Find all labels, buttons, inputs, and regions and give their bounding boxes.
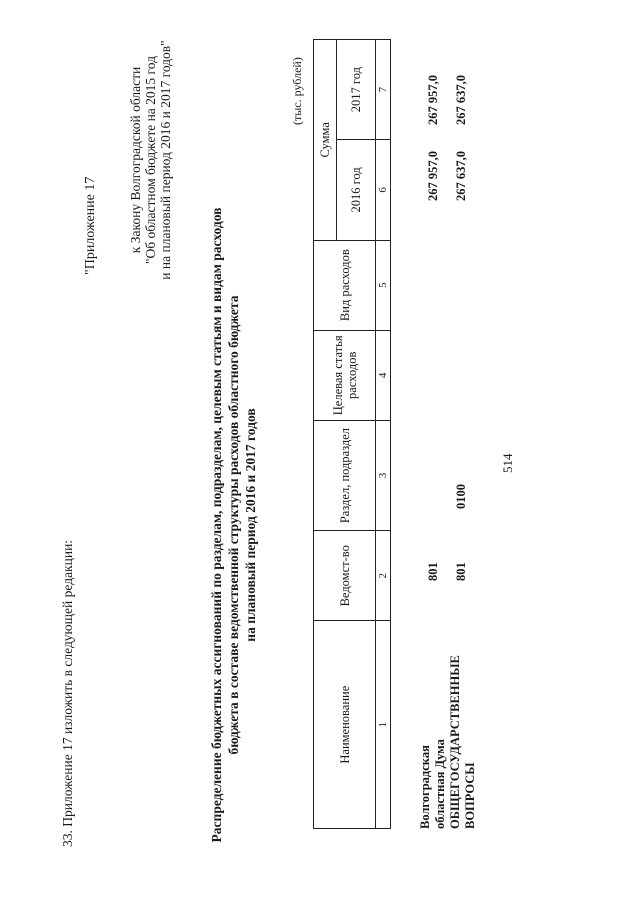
appendix-label: "Приложение 17	[83, 176, 98, 275]
header-razdel: Раздел, подраздел	[314, 420, 376, 530]
column-number: 3	[376, 420, 391, 530]
header-summa: Сумма	[314, 40, 337, 241]
column-number: 5	[376, 240, 391, 330]
document-title	[208, 205, 259, 845]
row-sum-2017: 267 637,0	[454, 75, 468, 125]
law-line: и на плановый период 2016 и 2017 годов"	[158, 40, 173, 280]
law-reference	[128, 40, 173, 280]
header-name: Наименование	[314, 621, 376, 829]
column-number: 6	[376, 140, 391, 240]
law-line: к Закону Волгоградской области	[128, 66, 143, 254]
header-2017: 2017 год	[337, 40, 376, 140]
row-sum-2016: 267 957,0	[426, 151, 440, 201]
page-number: 514	[500, 453, 515, 473]
intro-text: 33. Приложение 17 изложить в следующей редакции:	[60, 539, 75, 847]
header-vid: Вид расходов	[314, 240, 376, 330]
title-line: Распределение бюджетных ассигнований по разделам, подразделам, целевым статьям и видам расходов	[209, 207, 224, 843]
row-sum-2016: 267 637,0	[454, 151, 468, 201]
header-celevaya: Целевая статья расходов	[314, 330, 376, 420]
row-name: Волгоградская областная Дума	[418, 739, 447, 829]
header-vedomstvo: Ведомст-во	[314, 531, 376, 621]
row-vedomstvo: 801	[454, 562, 468, 581]
row-sum-2017: 267 957,0	[426, 75, 440, 125]
title-line: бюджета в составе ведомственной структуры расходов областного бюджета	[226, 295, 241, 755]
law-line: "Об областном бюджете на 2015 год	[143, 56, 158, 264]
column-number: 4	[376, 330, 391, 420]
row-name: ОБЩЕГОСУДАРСТВЕННЫЕ ВОПРОСЫ	[448, 655, 477, 829]
units-note: (тыс. рублей)	[290, 57, 304, 125]
budget-table	[313, 39, 391, 829]
row-razdel: 0100	[454, 484, 468, 509]
header-2016: 2016 год	[337, 140, 376, 240]
row-vedomstvo: 801	[426, 562, 440, 581]
column-number: 2	[376, 531, 391, 621]
title-line: на плановый период 2016 и 2017 годов	[243, 408, 258, 642]
column-number: 7	[376, 40, 391, 140]
column-number: 1	[376, 621, 391, 829]
